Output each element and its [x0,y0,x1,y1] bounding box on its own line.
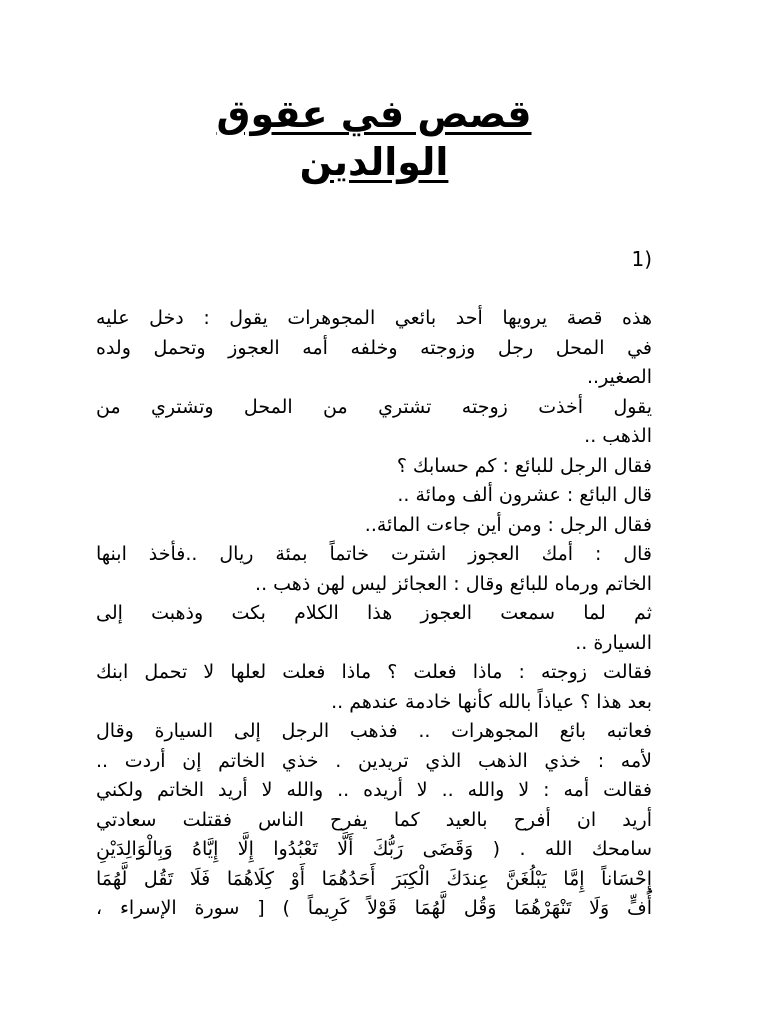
body-line: الخاتم ورماه للبائع وقال : العجائز ليس لهن ذهب .. [255,572,652,595]
body-line: فقال الرجل : ومن أين جاءت المائة.. [364,513,652,536]
body-line: فقالت أمه : لا والله .. لا أريده .. والله لا أريد الخاتم ولكني [96,779,652,801]
body-line: سامحك الله . ( وَقَضَى رَبُّكَ أَلَّا تَعْبُدُوا إِلَّا إِيَّاهُ وَبِالْوَالِدَيْنِ [96,838,652,860]
body-line: إِحْسَاناً إِمَّا يَبْلُغَنَّ عِندَكَ الْكِبَرَ أَحَدُهُمَا أَوْ كِلَاهُمَا فَلَا تَقُل لَّهُمَا [96,867,652,890]
body-line: يقول أخذت زوجته تشتري من المحل وتشتري من [96,395,652,418]
body-line: هذه قصة يرويها أحد بائعي المجوهرات يقول : دخل عليه [96,307,652,329]
body-line: في المحل رجل وزوجته وخلفه أمه العجوز وتحمل ولده [96,336,652,359]
story-body [96,304,652,924]
body-line: الذهب .. [584,425,652,447]
story-number: (1 [631,247,652,271]
document-page [96,90,652,924]
body-line: الصغير.. [586,366,652,388]
body-line: قال : أمك العجوز اشترت خاتماً بمئة ريال ..فأخذ ابنها [96,543,652,565]
body-line: قال البائع : عشرون ألف ومائة .. [397,484,652,506]
title-line-2: الوالدين [299,140,449,184]
document-title [96,90,652,186]
body-line: فقالت زوجته : ماذا فعلت ؟ ماذا فعلت لعلها لا تحمل ابنك [96,661,652,683]
body-line: فعاتبه بائع المجوهرات .. فذهب الرجل إلى السيارة وقال [96,720,652,742]
body-line: ثم لما سمعت العجوز هذا الكلام بكت وذهبت إلى [96,602,652,624]
body-line: لأمه : خذي الذهب الذي تريدين . خذي الخاتم إن أردت .. [96,749,652,772]
body-line: فقال الرجل للبائع : كم حسابك ؟ [396,454,652,477]
body-line: أُفٍّ وَلَا تَنْهَرْهُمَا وَقُل لَّهُمَا قَوْلاً كَرِيماً ) [ سورة الإسراء ، [96,897,652,919]
body-line: السيارة .. [575,631,652,654]
title-line-1: قصص في عقوق [216,92,532,136]
body-line: بعد هذا ؟ عياذاً بالله كأنها خادمة عندهم .. [331,690,652,713]
body-line: أريد ان أفرح بالعيد كما يفرح الناس فقتلت سعادتي [96,808,652,831]
